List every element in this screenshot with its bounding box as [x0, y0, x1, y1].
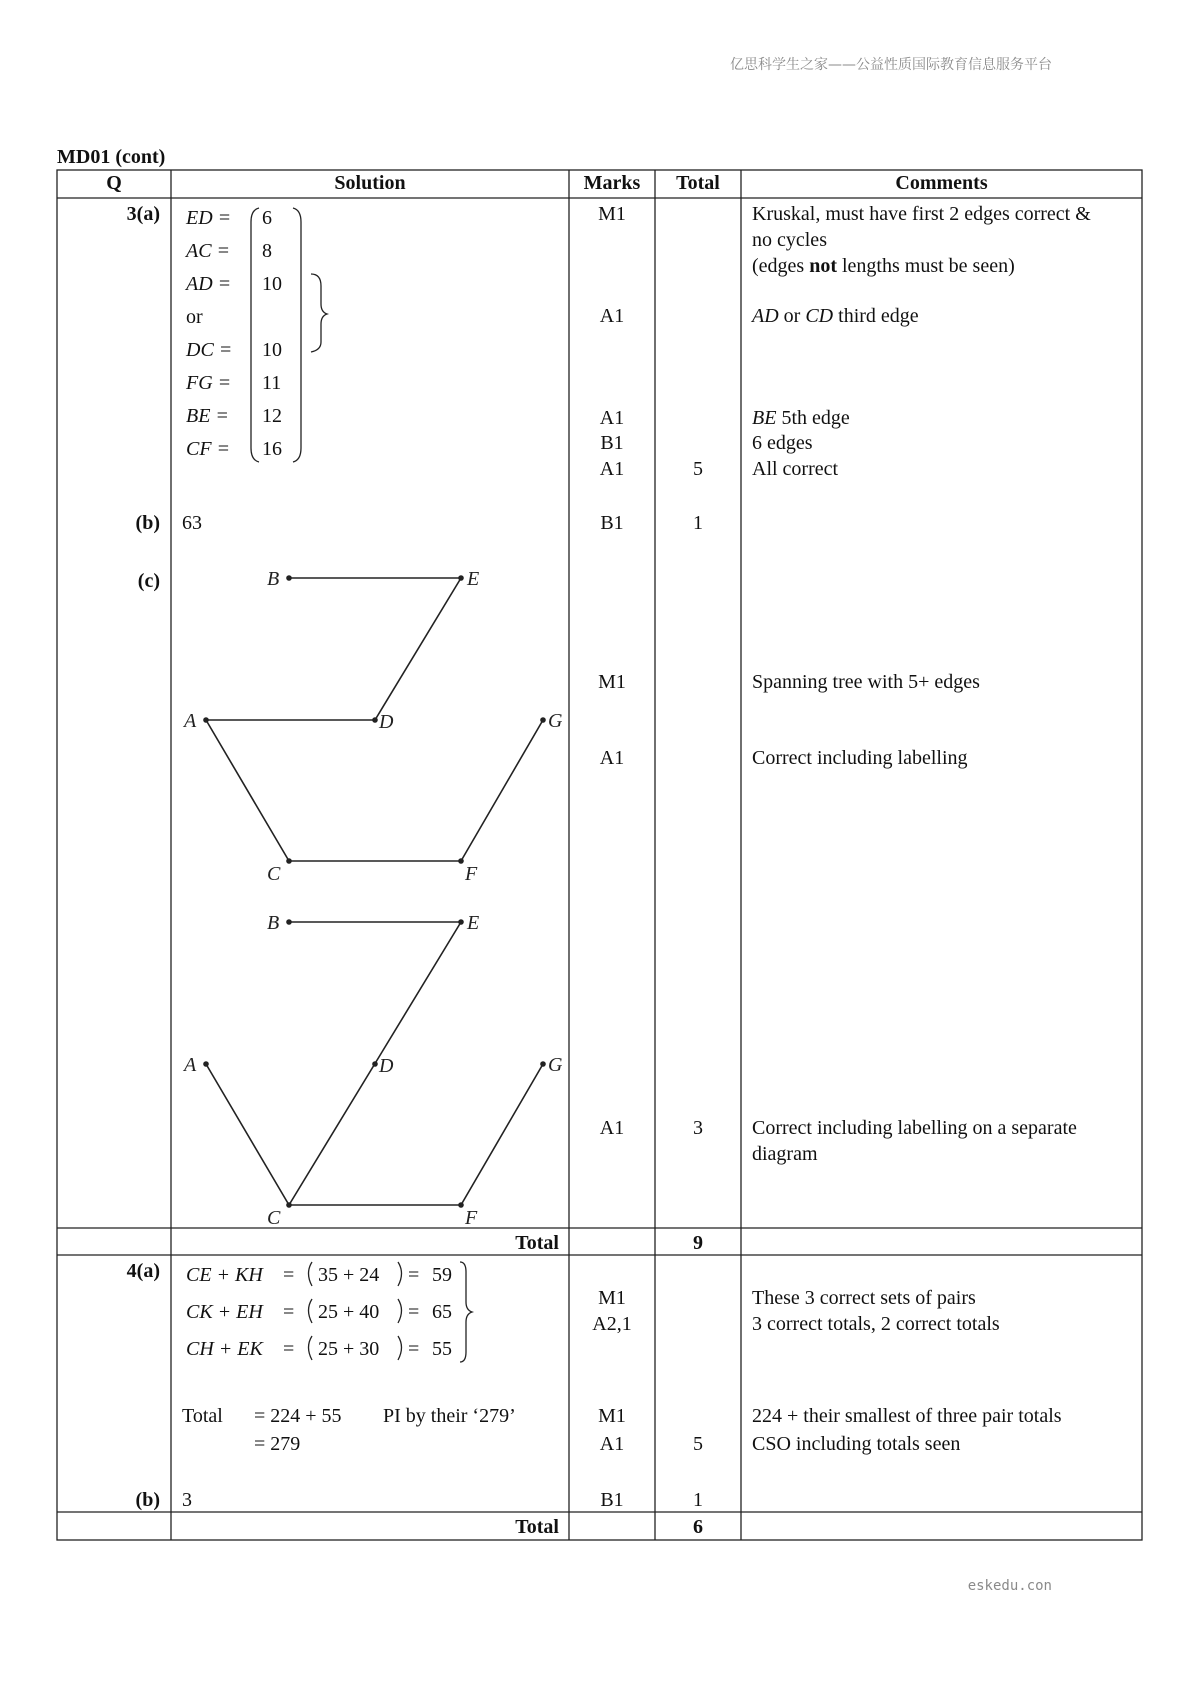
pair-result: 65: [432, 1301, 452, 1323]
pair-expr: 35 + 24: [318, 1264, 380, 1286]
pair-parentheses: [300, 1258, 480, 1378]
comment-totals: 3 correct totals, 2 correct totals: [752, 1313, 1000, 1335]
vertex-label: F: [465, 1207, 478, 1229]
mark: M1: [598, 203, 626, 225]
pair-lhs: CE + KH: [186, 1264, 263, 1286]
q3b-answer: 63: [182, 512, 202, 534]
vertex-label: B: [267, 568, 280, 590]
pair-expr: 25 + 40: [318, 1301, 380, 1323]
mark: A2,1: [592, 1313, 632, 1335]
edge-value: 8: [262, 240, 272, 262]
pair-eq: =: [408, 1301, 420, 1323]
watermark-footer: eskedu.con: [967, 1578, 1052, 1594]
pair-eq: =: [408, 1264, 420, 1286]
pair-result: 55: [432, 1338, 452, 1360]
comment-third-edge: [752, 305, 919, 327]
edge-value: 16: [262, 438, 282, 460]
comment-text: (edges: [752, 255, 810, 277]
pair-eq: =: [283, 1301, 295, 1323]
vertex-label: D: [379, 711, 394, 733]
vertex-label: F: [465, 863, 478, 885]
comment-smallest-pair: 224 + their smallest of three pair totals: [752, 1405, 1062, 1427]
comment-line: [752, 253, 1122, 279]
total-value: 5: [693, 1433, 703, 1455]
mark: B1: [600, 432, 624, 454]
q4a-label: 4(a): [126, 1260, 160, 1282]
vertex-label: E: [467, 568, 480, 590]
comment-text: or: [778, 305, 806, 327]
edge-value: 6: [262, 207, 272, 229]
q4-total-label: Total: [515, 1516, 559, 1538]
q3b-label: (b): [135, 512, 160, 534]
q3a-label: 3(a): [126, 203, 160, 225]
header-solution: Solution: [334, 172, 406, 194]
edge-list-brackets: [245, 200, 335, 470]
vertex-label: C: [267, 863, 281, 885]
vertex-label: B: [267, 912, 280, 934]
comment-pairs: These 3 correct sets of pairs: [752, 1287, 976, 1309]
pair-lhs: CH + EK: [186, 1338, 263, 1360]
mark: M1: [598, 671, 626, 693]
comment-kruskal: [752, 201, 1122, 279]
vertex-label: A: [184, 1054, 197, 1076]
pair-eq: =: [408, 1338, 420, 1360]
header-marks: Marks: [583, 172, 641, 194]
total-value: 1: [693, 1489, 703, 1511]
comment-text: 5th edge: [776, 407, 850, 429]
edge-name: BE =: [186, 405, 229, 427]
mark: B1: [600, 1489, 624, 1511]
comment-line: no cycles: [752, 229, 827, 251]
total-value: 1: [693, 512, 703, 534]
mark: A1: [599, 1117, 625, 1139]
total-word: Total: [182, 1405, 223, 1427]
pair-lhs: CK + EH: [186, 1301, 263, 1323]
edge-name: ED =: [186, 207, 232, 229]
comment-line: Kruskal, must have first 2 edges correct &: [752, 203, 1091, 225]
comment-text: third edge: [833, 305, 919, 327]
header-comments: Comments: [895, 172, 988, 194]
vertex-label: C: [267, 1207, 281, 1229]
comment-six-edges: 6 edges: [752, 432, 813, 454]
pair-eq: =: [283, 1338, 295, 1360]
comment-all-correct: All correct: [752, 458, 839, 480]
mark: M1: [598, 1405, 626, 1427]
edge-value: 12: [262, 405, 282, 427]
comment-edge: AD: [752, 305, 779, 327]
edge-value: 10: [262, 273, 282, 295]
vertex-label: D: [379, 1055, 394, 1077]
comment-edge: BE: [752, 407, 777, 429]
vertex-label: E: [467, 912, 480, 934]
spanning-tree-diagram-1: [171, 560, 569, 890]
edge-name: AC =: [186, 240, 231, 262]
pair-result: 59: [432, 1264, 452, 1286]
mark: M1: [598, 1287, 626, 1309]
total-value: 5: [693, 458, 703, 480]
pair-eq: =: [283, 1264, 295, 1286]
total-calculation: = 224 + 55: [254, 1405, 342, 1427]
mark: A1: [599, 458, 625, 480]
edge-value: 10: [262, 339, 282, 361]
q3c-label: (c): [137, 570, 160, 592]
comment-labelling: Correct including labelling: [752, 747, 968, 769]
q4b-answer: 3: [182, 1489, 192, 1511]
comment-cso: CSO including totals seen: [752, 1433, 961, 1455]
comment-edge: CD: [805, 305, 834, 327]
edge-name: CF =: [186, 438, 231, 460]
header-total: Total: [676, 172, 720, 194]
mark: A1: [599, 407, 625, 429]
edge-or: or: [186, 306, 203, 328]
comment-emphasis: not: [809, 255, 837, 277]
watermark-header: 亿思科学生之家——公益性质国际教育信息服务平台: [730, 57, 1052, 73]
q3-total-label: Total: [515, 1232, 559, 1254]
q4b-label: (b): [135, 1489, 160, 1511]
q4-total-value: 6: [693, 1516, 703, 1538]
edge-name: DC =: [186, 339, 233, 361]
pair-expr: 25 + 30: [318, 1338, 380, 1360]
edge-name: FG =: [186, 372, 232, 394]
edge-value: 11: [262, 372, 282, 394]
mark: A1: [599, 305, 625, 327]
vertex-label: A: [184, 710, 197, 732]
total-pi-note: PI by their ‘279’: [383, 1405, 516, 1427]
mark: A1: [599, 747, 625, 769]
page-heading: MD01 (cont): [57, 146, 166, 168]
edge-name: AD =: [186, 273, 232, 295]
mark: A1: [599, 1433, 625, 1455]
total-value: 3: [693, 1117, 703, 1139]
vertex-label: G: [548, 1054, 563, 1076]
comment-spanning-tree: Spanning tree with 5+ edges: [752, 671, 980, 693]
vertex-label: G: [548, 710, 563, 732]
comment-separate-diagram: Correct including labelling on a separate diagram: [752, 1117, 1077, 1165]
total-result: = 279: [254, 1433, 301, 1455]
comment-text: lengths must be seen): [837, 255, 1015, 277]
header-q: Q: [106, 172, 122, 194]
comment-fifth-edge: [752, 407, 850, 429]
mark: B1: [600, 512, 624, 534]
q3-total-value: 9: [693, 1232, 703, 1254]
spanning-tree-diagram-2: [171, 904, 569, 1229]
